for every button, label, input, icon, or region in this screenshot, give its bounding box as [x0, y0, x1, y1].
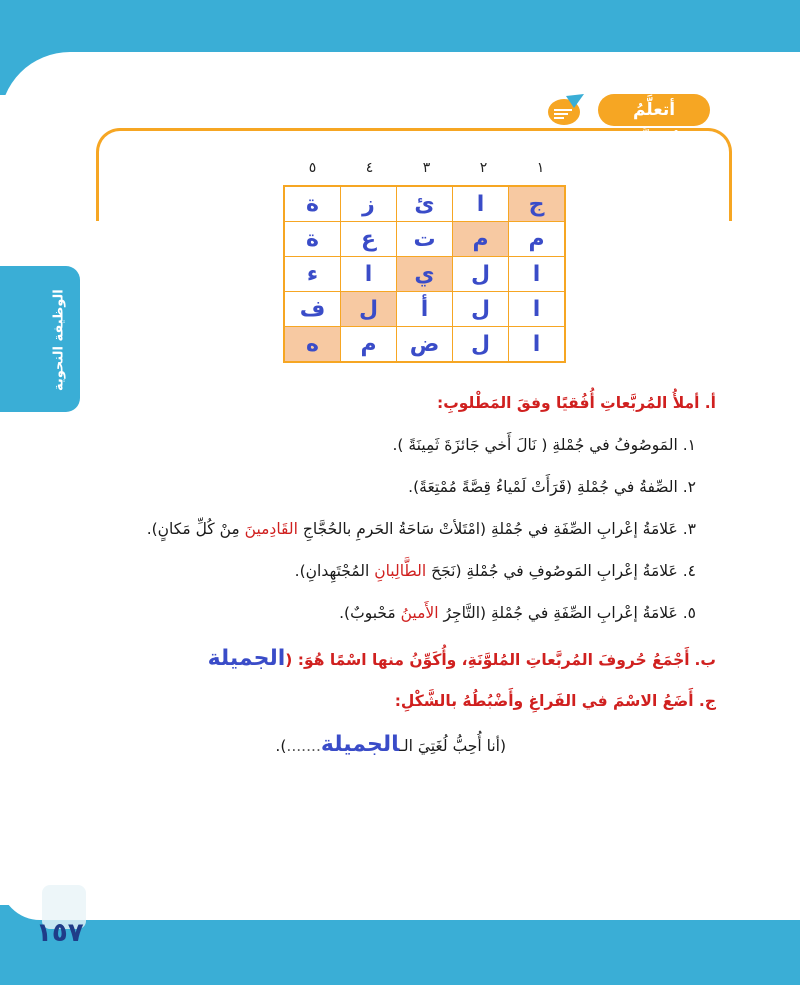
grid-cell: ا: [509, 257, 566, 292]
grid-cell: م: [341, 327, 397, 363]
crossword-grid: [283, 185, 566, 363]
grid-cell: ا: [509, 327, 566, 363]
question-c-answer: الجميلة: [320, 732, 400, 757]
sentence-end: ).: [275, 737, 287, 755]
col-number: ١: [536, 160, 545, 176]
col-number: ٣: [422, 160, 431, 176]
grid-cell: ز: [341, 186, 397, 222]
question-b-label: ب.: [694, 651, 716, 669]
grid-column-numbers: [283, 160, 569, 176]
grid-row: [284, 257, 565, 292]
question-c-sentence: [275, 732, 506, 757]
item-text: مَحْبوبٌ).: [339, 604, 401, 622]
question-item-2: [408, 478, 696, 496]
item-number: ٣.: [682, 520, 696, 538]
grid-cell: ف: [284, 292, 341, 327]
question-item-1: [392, 436, 696, 454]
bottom-curve: [0, 880, 800, 920]
grid-row: [284, 327, 565, 363]
question-item-4: [295, 562, 696, 580]
grid-cell: ة: [284, 222, 341, 257]
grid-cell: ل: [453, 257, 509, 292]
grid-cell: ا: [453, 186, 509, 222]
grid-cell: ا: [509, 292, 566, 327]
question-c-heading: ج. أَضَعُ الاسْمَ في الفَراغِ وأَضْبُطُهُ بالشَّكْلِ:: [394, 692, 716, 710]
sentence-text: (أنا أُحِبُّ لُغَتِيَ الـ: [399, 737, 506, 755]
item-highlight: القَادِمينَ: [244, 520, 298, 538]
grid-cell: ه: [284, 327, 341, 363]
grid-row: [284, 222, 565, 257]
grid-cell: ة: [284, 186, 341, 222]
item-text: المَوصُوفُ في جُمْلةِ ( نَالَ أَخي جَائزَةَ ثَمِينَةً ).: [392, 436, 678, 454]
page-number: ١٥٧: [36, 918, 84, 948]
item-text: مِنْ كُلِّ مَكانٍ).: [146, 520, 245, 538]
grid-cell: ض: [397, 327, 453, 363]
grid-cell: ئ: [397, 186, 453, 222]
grid-cell: ت: [397, 222, 453, 257]
item-number: ٥.: [682, 604, 696, 622]
grid-row: [284, 292, 565, 327]
side-tab-label: الوظيفة النحوية: [51, 289, 67, 391]
grid-cell: ل: [341, 292, 397, 327]
item-text: عَلامَةُ إعْرابِ المَوصُوفِ في جُمْلةِ (نَجَحَ: [426, 562, 678, 580]
item-highlight: الطَّالِبانِ: [374, 562, 427, 580]
question-a-heading: أ. أملأُ المُربَّعاتِ أُفُقيًا وفقَ المَطْلوبِ:: [437, 394, 716, 412]
grid-cell: ل: [453, 327, 509, 363]
col-number: ٢: [479, 160, 488, 176]
grid-cell: ا: [341, 257, 397, 292]
grid-row: [284, 186, 565, 222]
grid-cell: م: [509, 222, 566, 257]
item-text: عَلامَةُ إعْرابِ الصِّفَةِ في جُمْلةِ (امْتَلأتْ سَاحَةُ الحَرمِ بالحُجَّاجِ: [297, 520, 678, 538]
question-item-5: [339, 604, 696, 622]
grid-cell: أ: [397, 292, 453, 327]
blank-dots: .......: [286, 737, 321, 755]
col-number: ٥: [308, 160, 317, 176]
paper-plane-chat-icon: [546, 92, 586, 128]
item-text: عَلامَةُ إعْرابِ الصِّفَةِ في جُمْلةِ (التَّاجِرُ: [438, 604, 678, 622]
item-number: ١.: [682, 436, 696, 454]
grid-table: [283, 185, 566, 363]
item-number: ٤.: [682, 562, 696, 580]
item-text: الصِّفةُ في جُمْلةِ (قَرَأَتْ لَمْياءُ قِصَّةً مُمْتِعَةً).: [408, 478, 678, 496]
question-b-answer: الجميلة: [207, 646, 286, 671]
grid-cell: ع: [341, 222, 397, 257]
grid-cell: ء: [284, 257, 341, 292]
grid-cell: ي: [397, 257, 453, 292]
grid-cell: ل: [453, 292, 509, 327]
question-b-text: أَجْمَعُ حُروفَ المُربَّعاتِ المُلوَّنَةِ، وأُكَوِّنُ منها اسْمًا هُوَ: (: [285, 651, 690, 669]
col-number: ٤: [365, 160, 374, 176]
section-badge: أتعلَّمُ وأتسلَّى:: [598, 94, 710, 126]
grid-cell: ج: [509, 186, 566, 222]
grid-cell: م: [453, 222, 509, 257]
question-b: [208, 646, 716, 671]
item-highlight: الأَمينُ: [400, 604, 439, 622]
question-item-3: [147, 520, 696, 538]
item-text: المُجْتَهِدانِ).: [294, 562, 375, 580]
item-number: ٢.: [682, 478, 696, 496]
